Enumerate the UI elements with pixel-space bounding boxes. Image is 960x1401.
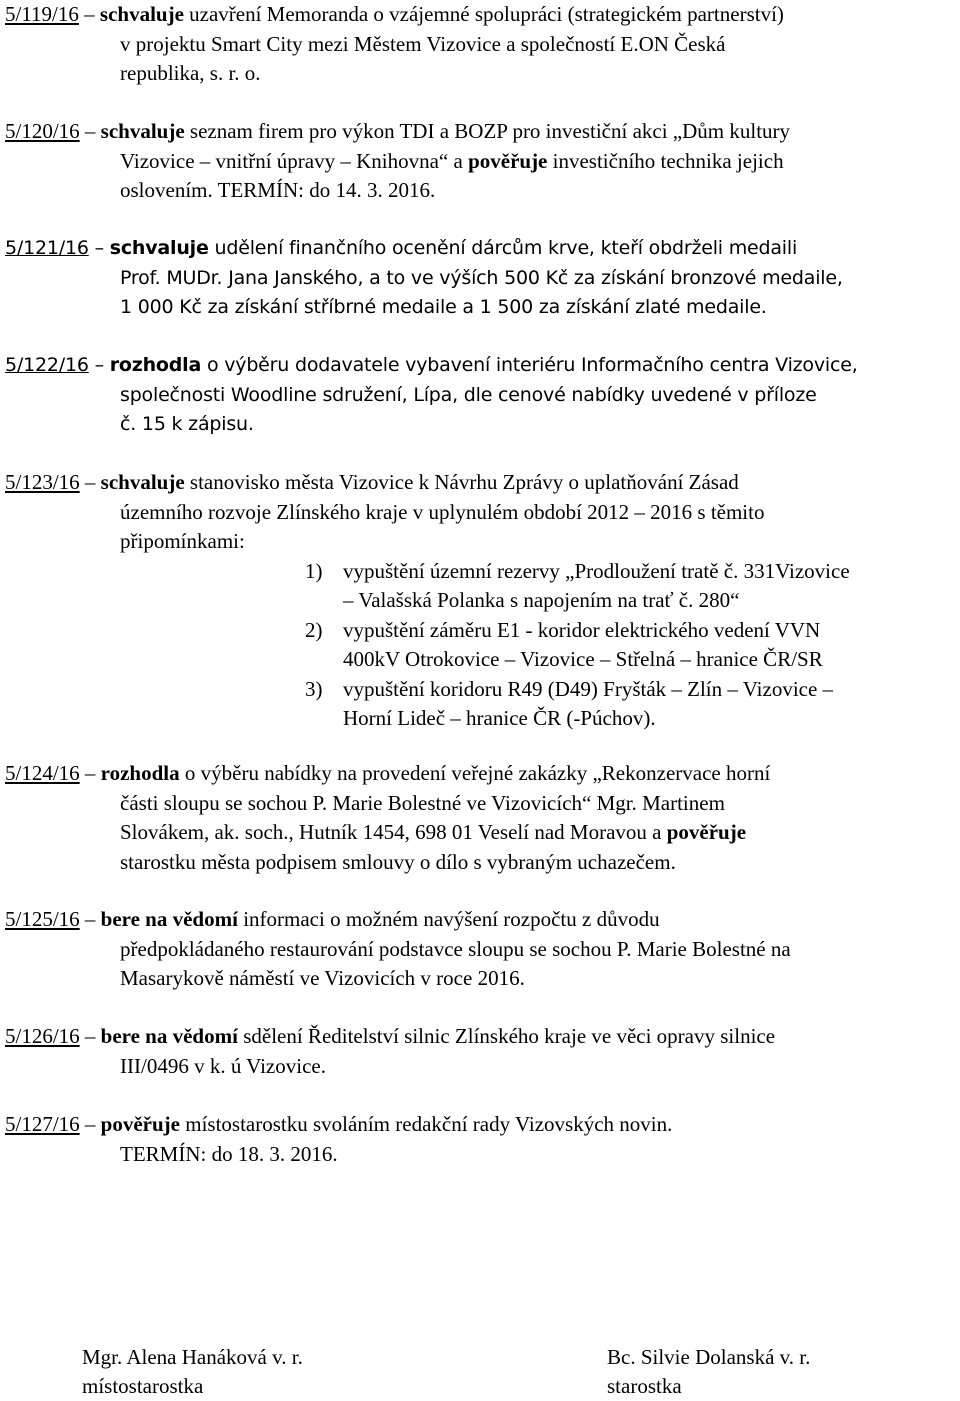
resolution-5-124-16 [5,759,960,877]
resolution-verb: schvaluje [100,119,185,143]
resolution-text: o výběru dodavatele vybavení interiéru Informačního centra Vizovice, [201,354,858,376]
list-item [5,645,960,675]
resolution-first-line [5,1110,960,1140]
resolution-verb: bere na vědomí [100,1024,238,1048]
resolution-text: – [79,761,101,785]
resolution-text: části sloupu se sochou P. Marie Bolestné ve Vizovicích“ Mgr. Martinem [120,790,725,815]
resolution-line [5,147,960,177]
resolution-text: – [79,470,101,494]
resolution-line [5,818,960,848]
resolution-text: – [79,119,101,143]
signature-role: místostarostka [82,1374,204,1398]
resolution-text: – [78,2,100,26]
resolution-text: investičního technika jejich [547,148,784,173]
resolution-first-line [5,1022,960,1052]
resolution-number: 5/123/16 [5,470,80,494]
resolution-text: sdělení Ředitelství silnic Zlínského kraje ve věci opravy silnice [237,1024,776,1048]
resolution-text: – [88,237,110,259]
list-item-number: 2) [305,617,323,642]
signature-name: Mgr. Alena Hanáková v. r. [82,1345,303,1369]
resolution-line [5,848,960,878]
resolution-first-line [5,351,960,381]
resolution-text: v projektu Smart City mezi Městem Vizovice a společností E.ON Česká [120,31,726,56]
resolution-verb: pověřuje [100,1112,180,1136]
resolution-text: Slovákem, ak. soch., Hutník 1454, 698 01 Veselí nad Moravou a [120,820,667,844]
resolution-text: republika, s. r. o. [120,61,261,85]
resolution-verb: rozhodla [109,354,202,376]
resolution-number: 5/127/16 [5,1112,80,1136]
resolution-line [5,381,960,411]
resolution-first-line [5,234,960,264]
resolution-number: 5/124/16 [5,761,80,785]
resolution-text: Vizovice – vnitřní úpravy – Knihovna“ a [120,148,469,173]
list-item [5,675,960,705]
resolution-line [5,1052,960,1082]
resolution-first-line [5,0,960,30]
resolution-text: seznam firem pro výkon TDI a BOZP pro investiční akci „Dům kultury [184,119,791,143]
resolution-first-line [5,759,960,789]
resolution-5-120-16 [5,117,960,206]
resolution-text: informaci o možném navýšení rozpočtu z důvodu [237,907,660,931]
resolution-5-121-16 [5,234,960,323]
resolution-text: společnosti Woodline sdružení, Lípa, dle cenové nabídky uvedené v příloze [120,383,817,406]
list-item [5,586,960,616]
list-item-text: vypuštění územní rezervy „Prodloužení tratě č. 331Vizovice [343,558,850,583]
list-item-text: – Valašská Polanka s napojením na trať č. 280“ [343,588,740,612]
resolution-line [5,293,960,323]
resolution-5-127-16 [5,1110,960,1169]
resolution-5-119-16 [5,0,960,89]
list-item-text: 400kV Otrokovice – Vizovice – Střelná – hranice ČR/SR [343,647,823,671]
resolution-text: – [79,1024,101,1048]
resolution-5-123-16 [5,468,960,734]
resolution-line [5,176,960,206]
signature-block-mayor [607,1343,810,1401]
resolution-text: TERMÍN: do 18. 3. 2016. [120,1141,338,1166]
resolution-text: uzavření Memoranda o vzájemné spolupráci (strategickém partnerství) [183,2,784,26]
resolution-line [5,59,960,89]
resolution-number: 5/122/16 [5,354,89,376]
list-item [5,557,960,587]
resolution-verb: schvaluje [109,237,209,259]
resolution-line [5,410,960,440]
resolution-text: Masarykově náměstí ve Vizovicích v roce 2016. [120,966,525,990]
resolution-text: předpokládaného restaurování podstavce sloupu se sochou P. Marie Bolestné na [120,936,791,961]
resolution-5-126-16 [5,1022,960,1081]
resolution-text: – [79,1112,101,1136]
resolution-line [5,935,960,965]
list-item-text: vypuštění koridoru R49 (D49) Fryšták – Zlín – Vizovice – [343,676,834,701]
resolution-text: místostarostku svoláním redakční rady Vizovských novin. [180,1112,673,1136]
resolution-first-line [5,905,960,935]
resolution-text: Prof. MUDr. Jana Janského, a to ve výších 500 Kč za získání bronzové medaile, [120,266,843,289]
list-item [5,704,960,734]
resolution-text: stanovisko města Vizovice k Návrhu Zprávy o uplatňování Zásad [184,470,739,494]
resolution-line [5,527,960,557]
resolution-verb: schvaluje [99,2,184,26]
resolution-line [5,1140,960,1170]
signature-block-deputy-mayor [82,1343,303,1401]
resolution-number: 5/119/16 [5,2,79,26]
list-item-text: Horní Lideč – hranice ČR (-Púchov). [343,706,656,730]
resolution-verb: bere na vědomí [100,907,238,931]
comments-list [5,557,960,734]
resolution-text: oslovením. TERMÍN: do 14. 3. 2016. [120,178,436,202]
resolution-line [5,964,960,994]
resolution-line [5,264,960,294]
resolution-number: 5/120/16 [5,119,80,143]
resolution-text: starostku města podpisem smlouvy o dílo s vybraným uchazečem. [120,849,676,874]
resolution-text: připomínkami: [120,529,245,553]
list-item [5,616,960,646]
signature-role: starostka [607,1374,682,1398]
resolution-first-line [5,117,960,147]
resolution-text: o výběru nabídky na provedení veřejné zakázky „Rekonzervace horní [179,761,771,785]
resolution-number: 5/126/16 [5,1024,80,1048]
resolution-line [5,498,960,528]
resolution-line [5,30,960,60]
resolution-text: č. 15 k zápisu. [120,413,254,435]
resolution-text: – [79,907,101,931]
resolution-text: – [88,354,110,376]
resolution-first-line [5,468,960,498]
list-item-number: 3) [305,676,323,701]
list-item-number: 1) [305,558,323,583]
resolution-text: udělení finančního ocenění dárcům krve, kteří obdrželi medaili [208,237,798,259]
resolution-verb: pověřuje [666,820,747,844]
resolution-verb: pověřuje [468,148,548,173]
resolution-text: územního rozvoje Zlínského kraje v uplynulém období 2012 – 2016 s těmito [120,499,765,524]
resolution-verb: rozhodla [100,761,180,785]
resolution-number: 5/121/16 [5,237,89,259]
resolution-verb: schvaluje [100,470,185,494]
resolution-5-122-16 [5,351,960,440]
list-item-text: vypuštění záměru E1 - koridor elektrického vedení VVN [343,617,821,642]
resolution-text: III/0496 v k. ú Vizovice. [120,1053,326,1078]
resolution-line [5,789,960,819]
signature-name: Bc. Silvie Dolanská v. r. [607,1345,811,1369]
resolution-number: 5/125/16 [5,907,80,931]
resolution-5-125-16 [5,905,960,994]
resolution-text: 1 000 Kč za získání stříbrné medaile a 1 500 za získání zlaté medaile. [120,296,767,318]
